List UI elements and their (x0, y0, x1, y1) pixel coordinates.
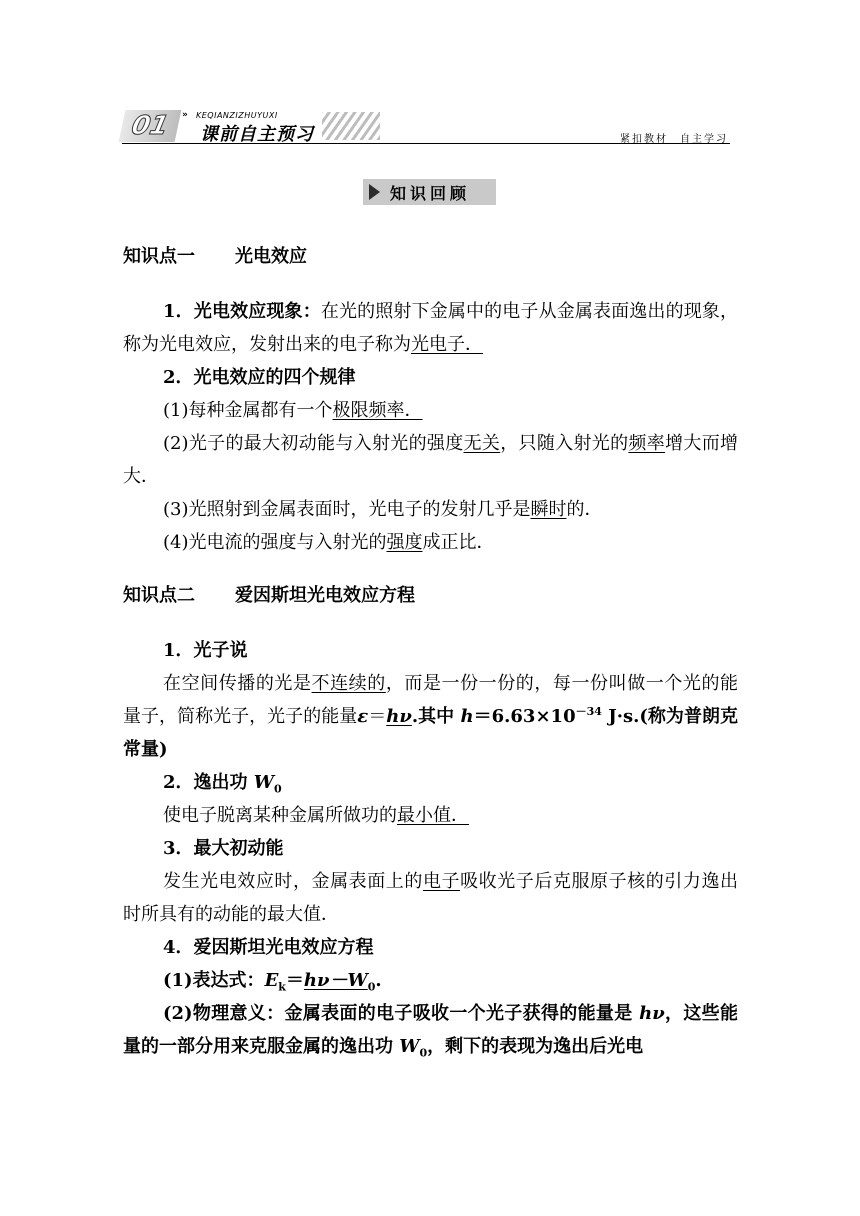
section-slogan: 紧扣教材 自主学习 (620, 134, 728, 145)
kp1-rule-1 (123, 394, 738, 427)
kp1-title: 光电效应 (235, 246, 307, 267)
s1-text-3: .其中 (411, 706, 461, 727)
review-label: 知识回顾 (390, 183, 471, 203)
s2-blank: 最小值． (397, 805, 469, 826)
rule-2-blank-1: 无关 (463, 433, 501, 454)
decorative-stripes (322, 112, 380, 140)
s1-blank-1: 不连续的 (311, 673, 386, 694)
rule-4-text: (4)光电流的强度与入射光的 (163, 532, 387, 553)
kp2-s3-text (123, 865, 738, 931)
formula-end: . (375, 970, 382, 991)
hv-symbol: hν (639, 1003, 665, 1024)
s3-text-1: 发生光电效应时，金属表面上的 (163, 871, 423, 892)
rule-1-blank: 极限频率． (332, 400, 423, 421)
kp2-s1-text (123, 667, 738, 766)
s2-head-text: 2．逸出功 (163, 772, 254, 793)
kp1-rule-2 (123, 427, 738, 493)
s2-text: 使电子脱离某种金属所做功的 (163, 805, 397, 826)
kp2-s1-head: 1．光子说 (163, 640, 248, 661)
meaning-text-1: (2)物理意义：金属表面的电子吸收一个光子获得的能量是 (163, 1003, 640, 1024)
rule-4-end: 成正比． (422, 532, 495, 553)
planck-unit: J·s.(称为普朗克常量) (123, 706, 738, 760)
review-banner (363, 179, 496, 205)
formula-blank-subscript: 0 (367, 980, 376, 994)
h-symbol: h (460, 706, 474, 727)
w-symbol: W (253, 772, 275, 793)
e-subscript: k (278, 980, 286, 994)
kp2-title: 爱因斯坦光电效应方程 (235, 585, 415, 606)
meaning-text-3: ，剩下的表现为逸出后光电 (427, 1036, 644, 1057)
rule-2-text: (2)光子的最大初动能与入射光的强度 (163, 433, 464, 454)
w0-symbol: W (399, 1036, 420, 1057)
kp1-label: 知识点一 (123, 246, 195, 267)
kp1-item-1-blank: 光电子． (411, 334, 483, 355)
kp2-s2-text (123, 799, 738, 832)
double-chevron-icon: » (182, 110, 188, 120)
kp2-s4-meaning (123, 997, 738, 1063)
knowledge-point-1-heading (123, 240, 738, 273)
formula-blank (303, 970, 376, 994)
knowledge-point-2-heading (123, 579, 738, 612)
rule-3-text: (3)光照射到金属表面时，光电子的发射几乎是 (163, 499, 531, 520)
kp2-s2-head (123, 766, 738, 799)
section-header (122, 108, 730, 144)
kp2-label: 知识点二 (123, 585, 195, 606)
rule-2-end: 增大而增大． (123, 433, 739, 487)
kp2-s4-formula (123, 964, 738, 997)
kp1-item-2-head: 2．光电效应的四个规律 (163, 367, 356, 388)
kp2-s3-head: 3．最大初动能 (163, 838, 284, 859)
formula-equals: ＝ (285, 970, 304, 991)
header-rule (122, 143, 730, 144)
epsilon-symbol: ε (357, 706, 369, 727)
section-number: 01 (119, 110, 182, 142)
e-symbol: E (264, 970, 279, 991)
document-body (123, 240, 738, 1063)
section-pinyin: KEQIANZIZHUYUXI (196, 111, 278, 120)
rule-2-blank-2: 频率 (628, 433, 666, 454)
kp1-item-1-num: 1． (163, 301, 194, 322)
rule-2-mid: ，只随入射光的 (500, 433, 629, 454)
formula-label: (1)表达式： (163, 970, 265, 991)
kp1-rule-3 (123, 493, 738, 526)
equals-sign: ＝ (368, 706, 387, 727)
kp1-item-1-head: 光电效应现象： (193, 301, 321, 322)
s3-text-2: 吸收光子后克服原子核的引力逸出时所具有的动能的最大值． (123, 871, 739, 925)
rule-3-blank: 瞬时 (530, 499, 567, 520)
s1-text-1: 在空间传播的光是 (163, 673, 312, 694)
s3-blank: 电子 (422, 871, 461, 892)
triangle-arrow-icon (369, 184, 380, 200)
s1-blank-2: hν (386, 706, 412, 727)
kp2-s4-head: 4．爱因斯坦光电效应方程 (163, 937, 374, 958)
section-title: 课前自主预习 (200, 124, 314, 145)
kp1-item-1 (123, 295, 738, 361)
planck-exponent: －34 (575, 705, 602, 718)
kp1-item-1-text: 在光的照射下金属中的电子从金属表面逸出的现象，称为光电效应，发射出来的电子称为 (123, 301, 739, 355)
kp1-rule-4 (123, 526, 738, 559)
rule-3-end: 的． (566, 499, 603, 520)
meaning-text-2: ，这些能量的一部分用来克服金属的逸出功 (123, 1003, 738, 1057)
s1-text-2: ，而是一份一份的，每一份叫做一个光的能量子，简称光子，光子的能量 (123, 673, 739, 727)
w0-subscript: 0 (419, 1046, 428, 1060)
rule-1-text: (1)每种金属都有一个 (163, 400, 333, 421)
formula-blank-text: hν－W (303, 970, 368, 991)
rule-4-blank: 强度 (386, 532, 423, 553)
planck-value: ＝6.63×10 (473, 706, 576, 727)
w-subscript: 0 (274, 782, 282, 796)
